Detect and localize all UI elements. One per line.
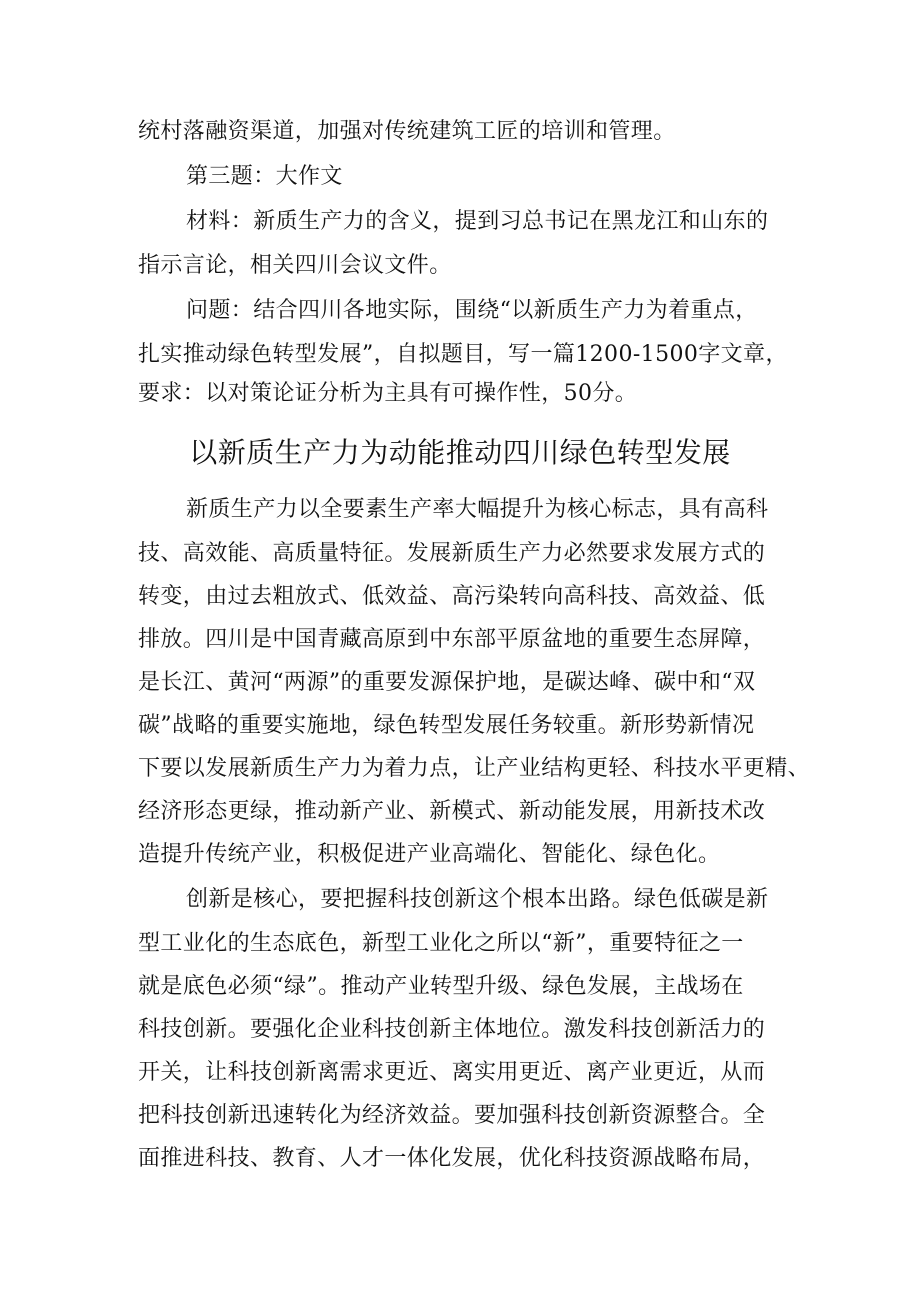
paragraph-line: 开关，让科技创新离需求更近、离实用更近、离产业更近，从而 xyxy=(138,1060,766,1085)
intro-line: 问题：结合四川各地实际，围绕“以新质生产力为着重点， xyxy=(186,298,758,323)
paragraph-line: 科技创新。要强化企业科技创新主体地位。激发科技创新活力的 xyxy=(138,1017,766,1042)
paragraph-line: 技、高效能、高质量特征。发展新质生产力必然要求发展方式的 xyxy=(138,541,766,566)
intro-line: 要求：以对策论证分析为主具有可操作性，50分。 xyxy=(138,381,638,406)
paragraph-line: 下要以发展新质生产力为着力点，让产业结构更轻、科技水平更精、 xyxy=(138,756,811,781)
intro-line: 扎实推动绿色转型发展”，自拟题目，写一篇1200-1500字文章， xyxy=(138,342,788,367)
paragraph-line: 创新是核心，要把握科技创新这个根本出路。绿色低碳是新 xyxy=(186,887,769,912)
paragraph-line: 新质生产力以全要素生产率大幅提升为核心标志，具有高科 xyxy=(186,497,769,522)
paragraph-line: 排放。四川是中国青藏高原到中东部平原盆地的重要生态屏障， xyxy=(138,627,766,652)
intro-line: 指示言论，相关四川会议文件。 xyxy=(138,253,452,278)
paragraph-line: 是长江、黄河“两源”的重要发源保护地，是碳达峰、碳中和“双 xyxy=(138,670,756,695)
paragraph-line: 造提升传统产业，积极促进产业高端化、智能化、绿色化。 xyxy=(138,842,721,867)
essay-title: 以新质生产力为动能推动四川绿色转型发展 xyxy=(189,436,731,469)
intro-line: 材料：新质生产力的含义，提到习总书记在黑龙江和山东的 xyxy=(186,209,769,234)
intro-line: 统村落融资渠道，加强对传统建筑工匠的培训和管理。 xyxy=(138,119,676,144)
paragraph-line: 碳”战略的重要实施地，绿色转型发展任务较重。新形势新情况 xyxy=(138,713,755,738)
question-heading: 第三题：大作文 xyxy=(186,164,343,189)
paragraph-line: 把科技创新迅速转化为经济效益。要加强科技创新资源整合。全 xyxy=(138,1103,766,1128)
paragraph-line: 型工业化的生态底色，新型工业化之所以“新”，重要特征之一 xyxy=(138,931,744,956)
paragraph-line: 面推进科技、教育、人才一体化发展，优化科技资源战略布局， xyxy=(138,1146,766,1171)
paragraph-line: 转变，由过去粗放式、低效益、高污染转向高科技、高效益、低 xyxy=(138,584,766,609)
paragraph-line: 就是底色必须“绿”。推动产业转型升级、绿色发展，主战场在 xyxy=(138,974,744,999)
paragraph-line: 经济形态更绿，推动新产业、新模式、新动能发展，用新技术改 xyxy=(138,799,766,824)
